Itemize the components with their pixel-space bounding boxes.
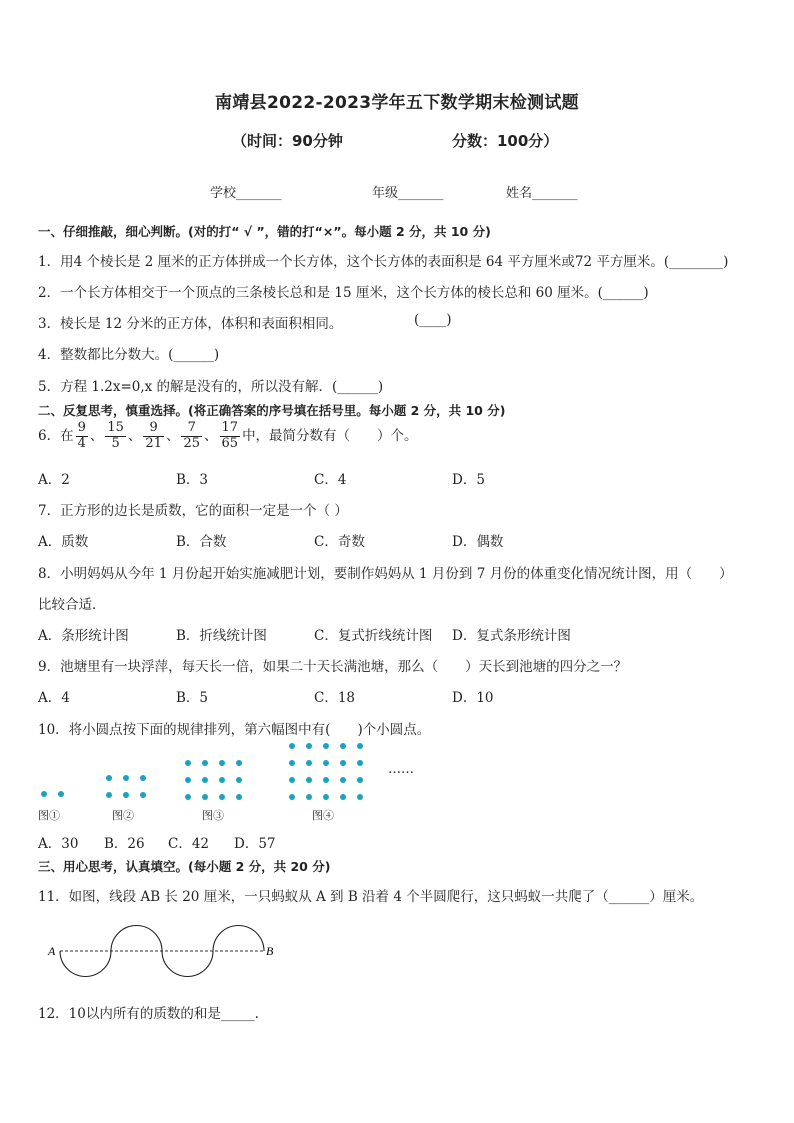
- question-3-blank: (____): [414, 312, 452, 328]
- pattern-dot: [289, 777, 295, 783]
- option: C．18: [314, 690, 356, 706]
- pattern-dot: [106, 792, 112, 798]
- pattern-dot: [323, 794, 329, 800]
- pattern-dot: [185, 760, 191, 766]
- option: B．5: [176, 690, 209, 706]
- option: A．30: [38, 836, 79, 852]
- pattern-dot: [306, 743, 312, 749]
- pattern-dot: [340, 760, 346, 766]
- pattern-dot: [219, 794, 225, 800]
- question-8-line1: 8．小明妈妈从今年 1 月份起开始实施减肥计划，要制作妈妈从 1 月份到 7 月份的体重变化情况统计图，用（ ）: [38, 566, 733, 582]
- grade-field: 年级_______: [372, 186, 444, 201]
- question-10: 10．将小圆点按下面的规律排列，第六幅图中有( )个小圆点。: [38, 722, 431, 738]
- question-3: 3．棱长是 12 分米的正方体，体积和表面积相同。: [38, 316, 343, 332]
- option: A．质数: [38, 534, 89, 550]
- pattern-dot: [306, 760, 312, 766]
- figure-label: 图④: [312, 809, 334, 822]
- option: C．复式折线统计图: [314, 628, 433, 644]
- section-2-heading: 二、反复思考，慎重选择。(将正确答案的序号填在括号里。每小题 2 分，共 10 分): [38, 403, 506, 418]
- fraction: $\frac{15}{5}$: [107, 420, 124, 451]
- question-9: 9．池塘里有一块浮萍，每天长一倍，如果二十天长满池塘，那么（ ）天长到池塘的四分之一？: [38, 659, 628, 675]
- question-5: 5．方程 1.2x=0,x 的解是没有的，所以没有解．(______): [38, 379, 384, 395]
- pattern-dot: [236, 760, 242, 766]
- option: D．5: [452, 472, 485, 488]
- option: D．10: [452, 690, 494, 706]
- question-6-suffix: 中，最简分数有（ ）个。: [242, 427, 418, 444]
- question-11: 11．如图，线段 AB 长 20 厘米，一只蚂蚁从 A 到 B 沿着 4 个半圆爬行，这只蚂蚁一共爬了（______）厘米。: [38, 889, 704, 905]
- name-field: 姓名_______: [506, 186, 578, 201]
- option: A．4: [38, 690, 70, 706]
- pattern-dot: [306, 794, 312, 800]
- pattern-dot: [357, 794, 363, 800]
- option: C．4: [314, 472, 347, 488]
- score-label: 分数：100分）: [452, 132, 559, 150]
- semicircle-path-diagram: [40, 920, 290, 980]
- pattern-dot: [202, 760, 208, 766]
- option: B．3: [176, 472, 209, 488]
- pattern-dot: [236, 794, 242, 800]
- question-12: 12．10以内所有的质数的和是_____.: [38, 1006, 259, 1022]
- question-8-line2: 比较合适．: [38, 597, 106, 613]
- question-7: 7．正方形的边长是质数，它的面积一定是一个（ ）: [38, 503, 348, 519]
- option: A．2: [38, 472, 70, 488]
- question-6: 6．在 $\frac{9}{4}$ 、 $\frac{15}{5}$ 、 $\frac{9}{21}$ 、 $\frac{7}{25}$ 、 $\frac{17}{65}$ 中，最简分数有（ ）个。: [38, 420, 418, 451]
- pattern-dot: [106, 775, 112, 781]
- pattern-dot: [219, 777, 225, 783]
- option: C．奇数: [314, 534, 365, 550]
- pattern-dot: [357, 760, 363, 766]
- figure-label: 图②: [112, 809, 134, 822]
- pattern-dot: [323, 777, 329, 783]
- pattern-dot: [123, 775, 129, 781]
- pattern-dot: [219, 760, 225, 766]
- pattern-dot: [323, 743, 329, 749]
- pattern-dot: [202, 777, 208, 783]
- pattern-dot: [323, 760, 329, 766]
- pattern-dot: [340, 743, 346, 749]
- pattern-dot: [140, 775, 146, 781]
- pattern-dot: [357, 777, 363, 783]
- fraction: $\frac{9}{21}$: [145, 420, 162, 451]
- option: B．合数: [176, 534, 227, 550]
- pattern-dot: [289, 743, 295, 749]
- question-1: 1．用4 个棱长是 2 厘米的正方体拼成一个长方体，这个长方体的表面积是 64 平方厘米或72 平方厘米。(________): [38, 254, 729, 270]
- fraction: $\frac{9}{4}$: [77, 420, 86, 451]
- pattern-dot: [306, 777, 312, 783]
- pattern-dot: [185, 794, 191, 800]
- fraction: $\frac{7}{25}$: [183, 420, 201, 451]
- pattern-dot: [289, 794, 295, 800]
- pattern-dot: [340, 794, 346, 800]
- pattern-dot: [202, 794, 208, 800]
- option: A．条形统计图: [38, 628, 129, 644]
- school-field: 学校_______: [210, 186, 282, 201]
- question-2: 2．一个长方体相交于一个顶点的三条棱长总和是 15 厘米，这个长方体的棱长总和 60 厘米。(______): [38, 285, 649, 301]
- point-a-label: A: [48, 944, 56, 958]
- pattern-dot: [58, 791, 64, 797]
- pattern-dot: [289, 760, 295, 766]
- option: B．折线统计图: [176, 628, 267, 644]
- pattern-dot: [340, 777, 346, 783]
- pattern-dot: [185, 777, 191, 783]
- page-title: 南靖县2022-2023学年五下数学期末检测试题: [215, 93, 579, 113]
- pattern-dot: [140, 792, 146, 798]
- time-label: （时间：90分钟: [232, 132, 343, 150]
- pattern-dot: [123, 792, 129, 798]
- pattern-dot: [41, 791, 47, 797]
- figure-label: 图①: [38, 809, 60, 822]
- question-4: 4．整数都比分数大。(______): [38, 347, 220, 363]
- option: B．26: [104, 836, 145, 852]
- point-b-label: B: [266, 944, 274, 958]
- option: C．42: [168, 836, 210, 852]
- question-6-prefix: 6．在: [38, 427, 74, 444]
- figure-label: 图③: [202, 809, 224, 822]
- section-3-heading: 三、用心思考，认真填空。(每小题 2 分，共 20 分): [38, 859, 331, 874]
- fraction: $\frac{17}{65}$: [221, 420, 239, 451]
- pattern-dot: [357, 743, 363, 749]
- section-1-heading: 一、仔细推敲，细心判断。(对的打“ √ ”，错的打“×”。每小题 2 分，共 10 分): [38, 224, 491, 239]
- option: D．复式条形统计图: [452, 628, 571, 644]
- ellipsis: ……: [388, 762, 414, 777]
- pattern-dot: [236, 777, 242, 783]
- option: D．57: [234, 836, 276, 852]
- option: D．偶数: [452, 534, 504, 550]
